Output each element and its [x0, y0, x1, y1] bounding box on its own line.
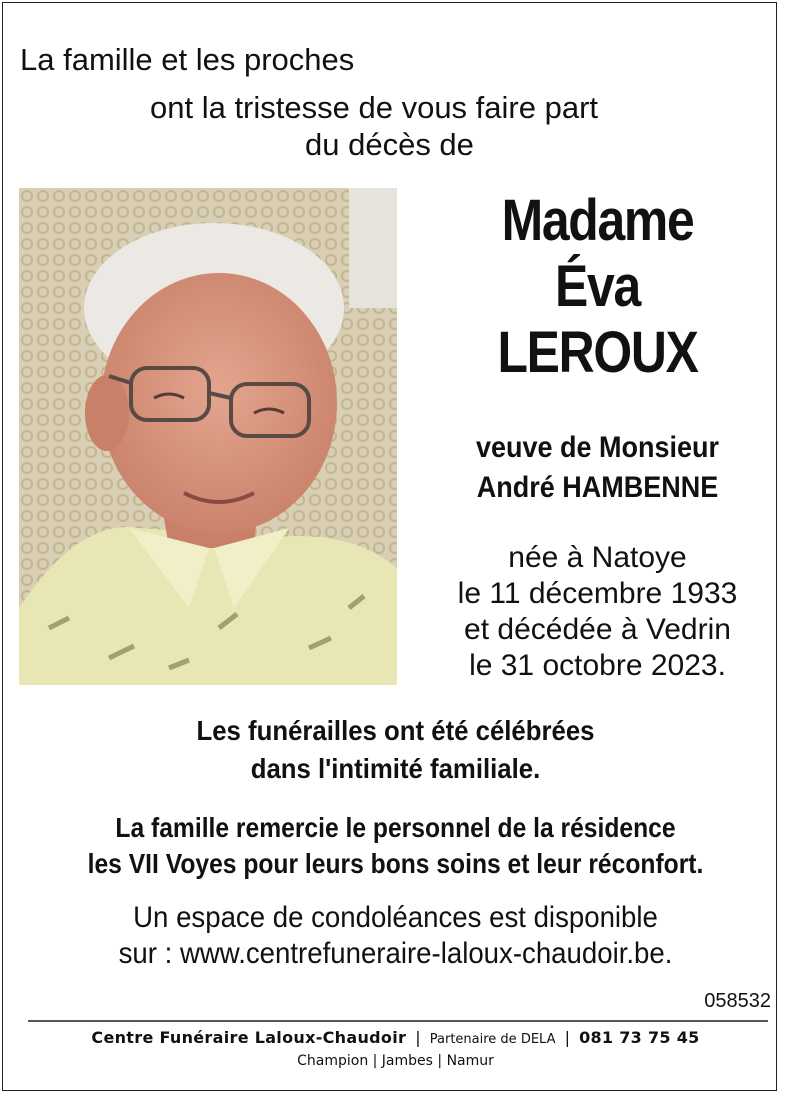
reference-number: 058532: [704, 990, 771, 1012]
funeral-home-name: Centre Funéraire Laloux-Chaudoir: [91, 1028, 407, 1047]
funeral-line-2: dans l'intimité familiale.: [250, 753, 541, 784]
birth-place: née à Natoye: [508, 541, 687, 574]
widow-line-1: veuve de Monsieur: [475, 431, 720, 464]
phone-number[interactable]: 081 73 75 45: [579, 1028, 700, 1047]
birth-death-details: [405, 540, 790, 684]
portrait-photo: [19, 188, 397, 685]
intro-line-3: du décès de: [305, 127, 474, 162]
deceased-first-name: Éva: [555, 254, 640, 319]
intro-line-2: ont la tristesse de vous faire part: [150, 90, 599, 125]
intro-line-1: La famille et les proches: [20, 42, 355, 77]
footer-separator: |: [564, 1028, 570, 1047]
partner-label: Partenaire de DELA: [429, 1032, 556, 1047]
death-place: et décédée à Vedrin: [464, 613, 731, 646]
footer: [0, 1027, 791, 1071]
deceased-title: Madame: [501, 188, 694, 253]
funeral-notice: [32, 712, 760, 788]
footer-divider: [28, 1020, 768, 1022]
footer-locations: Champion | Jambes | Namur: [297, 1053, 494, 1069]
thanks-line-1: La famille remercie le personnel de la résidence: [115, 812, 676, 843]
funeral-line-1: Les funérailles ont été célébrées: [196, 715, 595, 746]
widow-of-block: [424, 428, 771, 508]
widow-line-2: André HAMBENNE: [476, 471, 719, 504]
thanks-notice: [47, 810, 743, 882]
birth-date: le 11 décembre 1933: [457, 577, 738, 610]
deceased-last-name: LEROUX: [497, 320, 698, 385]
condolences-line-2[interactable]: sur : www.centrefuneraire-laloux-chaudoir.be.: [118, 937, 673, 970]
condolences-line-1: Un espace de condoléances est disponible: [133, 901, 658, 934]
thanks-line-2: les VII Voyes pour leurs bons soins et leur réconfort.: [87, 848, 704, 879]
condolences-notice: [32, 900, 760, 972]
deceased-name-block: [405, 188, 790, 386]
footer-separator: |: [415, 1028, 421, 1047]
death-date: le 31 octobre 2023.: [469, 649, 726, 682]
